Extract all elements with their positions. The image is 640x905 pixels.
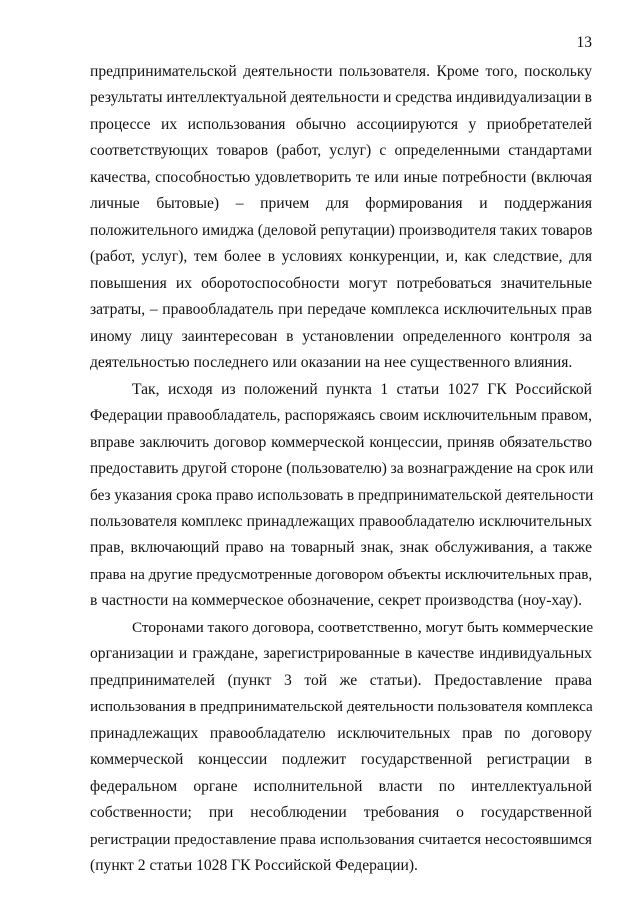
text-line: прав, включающий право на товарный знак, знак обслуживания, а также (90, 539, 592, 557)
text-line: в частности на коммерческое обозначение, секрет производства (ноу-хау). (90, 592, 583, 610)
text-line: (пункт 2 статьи 1028 ГК Российской Федерации). (90, 857, 418, 875)
text-line: результаты интеллектуальной деятельности и средства индивидуализации в (90, 89, 592, 107)
text-line: деятельностью последнего или оказании на нее существенного влияния. (90, 354, 573, 372)
text-line: организации и граждане, зарегистрированные в качестве индивидуальных (90, 645, 592, 663)
text-line: предпринимательской деятельности пользователя. Кроме того, поскольку (90, 63, 592, 80)
text-line: использования в предпринимательской деятельности пользователя комплекса (90, 698, 593, 716)
text-line: регистрации предоставление права использования считается несостоявшимся (90, 831, 592, 848)
text-line: пользователя комплекс принадлежащих правообладателю исключительных (90, 512, 592, 530)
text-line: личные бытовые) – причем для формирования и поддержания (90, 195, 592, 213)
text-line: процессе их использования обычно ассоциируются у приобретателей (90, 115, 592, 133)
text-line: положительного имиджа (деловой репутации) производителя таких товаров (90, 221, 593, 239)
text-line: принадлежащих правообладателю исключительных прав по договору (90, 724, 592, 742)
paragraph-1 (90, 61, 592, 379)
text-line: затраты, – правообладатель при передаче комплекса исключительных прав (90, 301, 592, 319)
text-line: коммерческой концессии подлежит государственной регистрации в (90, 751, 592, 769)
text-line: предпринимателей (пункт 3 той же статьи). Предоставление права (90, 671, 592, 689)
paragraph-2 (90, 379, 592, 617)
text-line: Федерации правообладатель, распоряжаясь своим исключительным правом, (90, 407, 592, 425)
text-line: соответствующих товаров (работ, услуг) с определенными стандартами (90, 142, 592, 160)
document-body (90, 61, 592, 882)
text-line: федеральном органе исполнительной власти по интеллектуальной (90, 777, 592, 795)
paragraph-3 (90, 617, 592, 882)
page-number: 13 (576, 34, 592, 51)
text-line: Сторонами такого договора, соответственно, могут быть коммерческие (132, 618, 594, 636)
text-line: предоставить другой стороне (пользователю) за вознаграждение на срок или (90, 460, 594, 478)
text-line: вправе заключить договор коммерческой концессии, приняв обязательство (90, 433, 592, 451)
text-line: без указания срока право использовать в предпринимательской деятельности (90, 486, 594, 504)
text-line: (работ, услуг), тем более в условиях конкуренции, и, как следствие, для (90, 248, 592, 266)
text-line: права на другие предусмотренные договором объекты исключительных прав, (90, 565, 593, 583)
text-line: Так, исходя из положений пункта 1 статьи 1027 ГК Российской (132, 380, 592, 398)
text-line: повышения их оборотоспособности могут потребоваться значительные (90, 274, 592, 292)
text-line: собственности; при несоблюдении требования о государственной (90, 804, 592, 822)
text-line: иному лицу заинтересован в установлении определенного контроля за (90, 327, 592, 345)
text-line: качества, способностью удовлетворить те или иные потребности (включая (90, 168, 592, 186)
